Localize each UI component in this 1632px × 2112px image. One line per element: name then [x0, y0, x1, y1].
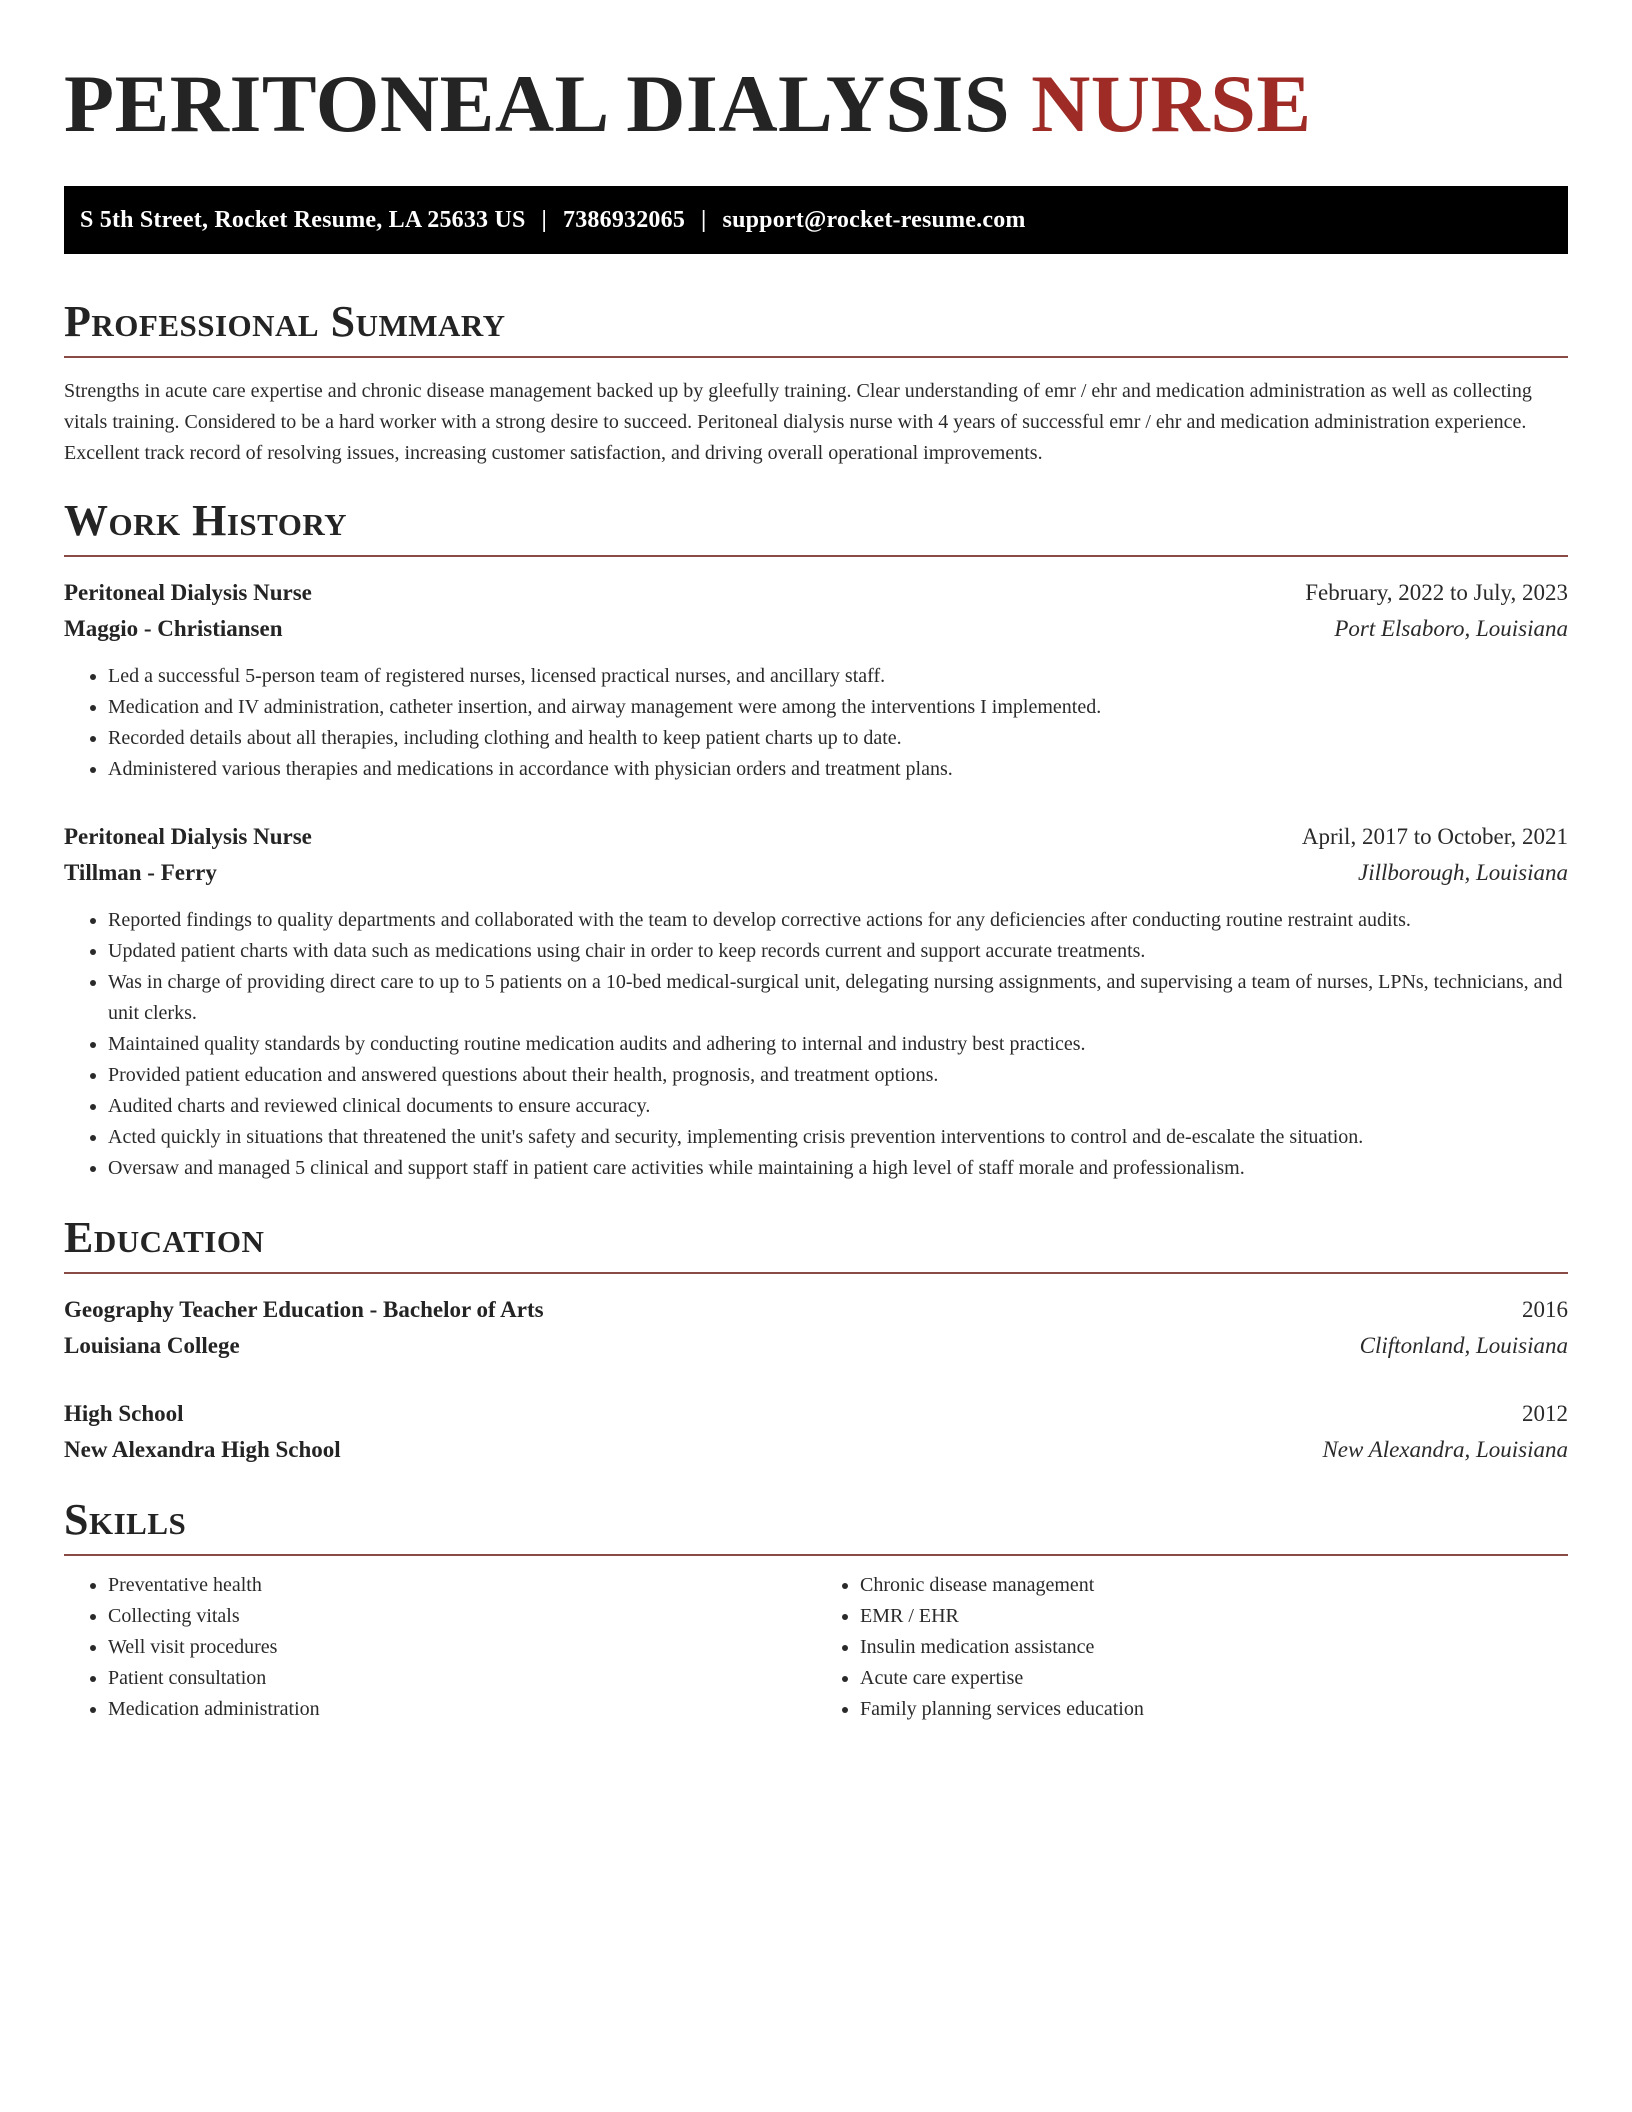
education-section [64, 1212, 1568, 1468]
summary-heading: Professional Summary [64, 297, 506, 346]
job-company: Tillman - Ferry [64, 860, 217, 885]
skills-grid [64, 1570, 1568, 1725]
job-dates: April, 2017 to October, 2021 [1301, 824, 1568, 849]
job-entry [64, 819, 1568, 1184]
education-degree: High School [64, 1401, 184, 1426]
skill-item: • Insulin medication assistance [860, 1632, 1568, 1663]
candidate-name [64, 58, 1568, 150]
job-company-row [64, 611, 1568, 647]
name-accent: NURSE [1031, 58, 1312, 149]
job-bullet: • Updated patient charts with data such as medications using chair in order to keep records current and support accurate treatments. [108, 936, 1568, 967]
skill-item: • Acute care expertise [860, 1663, 1568, 1694]
job-bullet: • Acted quickly in situations that threatened the unit's safety and security, implementing crisis prevention interventions to control and de-escalate the situation. [108, 1122, 1568, 1153]
education-year: 2016 [1522, 1297, 1568, 1322]
skills-heading: Skills [64, 1495, 187, 1544]
job-title-row [64, 819, 1568, 855]
education-degree-row [64, 1396, 1568, 1432]
skills-section [64, 1494, 1568, 1725]
job-location: Port Elsaboro, Louisiana [1334, 616, 1568, 641]
work-history-heading: Work History [64, 496, 348, 545]
education-heading: Education [64, 1213, 265, 1262]
job-bullets [64, 905, 1568, 1184]
job-company: Maggio - Christiansen [64, 616, 283, 641]
education-year: 2012 [1522, 1401, 1568, 1426]
summary-text: Strengths in acute care expertise and chronic disease management backed up by gleefully training. Clear understanding of emr / ehr and medication administration as well as collecting vitals training. Considered to be a hard worker with a strong desire to succeed. Peritoneal dialysis nurse with 4 years of successful emr / ehr and medication administration experience. Excellent track record of resolving issues, increasing customer satisfaction, and driving overall operational improvements. [64, 380, 1532, 464]
contact-separator: | [701, 206, 707, 233]
job-bullet: • Was in charge of providing direct care to up to 5 patients on a 10-bed medical-surgical unit, delegating nursing assignments, and supervising a team of nurses, LPNs, technicians, and unit clerks. [108, 967, 1568, 1029]
education-entry [64, 1292, 1568, 1364]
section-divider [64, 1554, 1568, 1556]
job-location: Jillborough, Louisiana [1358, 860, 1568, 885]
skill-item: • Preventative health [108, 1570, 816, 1601]
job-bullet: • Audited charts and reviewed clinical documents to ensure accuracy. [108, 1091, 1568, 1122]
section-divider [64, 1272, 1568, 1274]
skill-item: • Family planning services education [860, 1694, 1568, 1725]
skill-item: • EMR / EHR [860, 1601, 1568, 1632]
contact-address: S 5th Street, Rocket Resume, LA 25633 US [80, 206, 526, 233]
job-title-row [64, 575, 1568, 611]
contact-bar [64, 186, 1568, 254]
skill-item: • Medication administration [108, 1694, 816, 1725]
education-school: New Alexandra High School [64, 1437, 341, 1462]
skill-item: • Well visit procedures [108, 1632, 816, 1663]
job-bullet: • Administered various therapies and medications in accordance with physician orders and treatment plans. [108, 754, 1568, 785]
job-bullet: • Reported findings to quality departments and collaborated with the team to develop corrective actions for any deficiencies after conducting routine restraint audits. [108, 905, 1568, 936]
education-location: Cliftonland, Louisiana [1359, 1333, 1568, 1358]
job-bullet: • Recorded details about all therapies, including clothing and health to keep patient charts up to date. [108, 723, 1568, 754]
education-degree-row [64, 1292, 1568, 1328]
name-main: PERITONEAL DIALYSIS [64, 58, 1011, 149]
section-divider [64, 555, 1568, 557]
education-entry [64, 1396, 1568, 1468]
contact-phone: 7386932065 [563, 206, 686, 233]
skill-item: • Patient consultation [108, 1663, 816, 1694]
skills-list-left [64, 1570, 816, 1725]
contact-separator: | [541, 206, 548, 233]
job-role: Peritoneal Dialysis Nurse [64, 824, 312, 849]
job-bullet: • Oversaw and managed 5 clinical and support staff in patient care activities while maintaining a high level of staff morale and professionalism. [108, 1153, 1568, 1184]
education-school-row [64, 1328, 1568, 1364]
education-degree: Geography Teacher Education - Bachelor of Arts [64, 1297, 544, 1322]
job-bullet: • Provided patient education and answered questions about their health, prognosis, and treatment options. [108, 1060, 1568, 1091]
skills-list-right [816, 1570, 1568, 1725]
contact-email: support@rocket-resume.com [722, 206, 1026, 233]
summary-section [64, 296, 1568, 469]
skill-item: • Collecting vitals [108, 1601, 816, 1632]
skill-item: • Chronic disease management [860, 1570, 1568, 1601]
work-history-section [64, 495, 1568, 1184]
job-bullet: • Maintained quality standards by conducting routine medication audits and adhering to internal and industry best practices. [108, 1029, 1568, 1060]
job-bullet: • Medication and IV administration, catheter insertion, and airway management were among the interventions I implemented. [108, 692, 1568, 723]
job-role: Peritoneal Dialysis Nurse [64, 580, 312, 605]
education-school: Louisiana College [64, 1333, 240, 1358]
job-bullet: • Led a successful 5-person team of registered nurses, licensed practical nurses, and ancillary staff. [108, 661, 1568, 692]
job-company-row [64, 855, 1568, 891]
job-entry [64, 575, 1568, 785]
section-divider [64, 356, 1568, 358]
job-dates: February, 2022 to July, 2023 [1305, 580, 1568, 605]
job-bullets [64, 661, 1568, 785]
education-location: New Alexandra, Louisiana [1322, 1437, 1568, 1462]
education-school-row [64, 1432, 1568, 1468]
